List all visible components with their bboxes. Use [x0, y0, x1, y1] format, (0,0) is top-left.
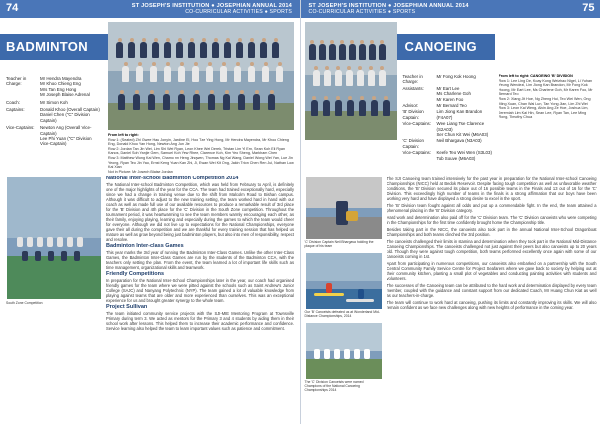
project-heading: Project Sullivan: [106, 304, 148, 310]
info-row: Vice-Captains: Newton Ang (Overall Vice-Captain) Lee Phi Yuan ("C" Division Vice-Captain): [6, 125, 92, 147]
left-top-bar: [0, 0, 300, 18]
article-paragraph: The National Inter-school Badminton Competition, which was held from February to April, is definitely one of the major highlights of the year for the CCA. The team had trained exceptionally hard, especially since we had a change in training venue due to the shift from Malcolm Road to Bishan campus. Although it was difficult to adjust to the new training setting, the team worked hard in hand with our coach as well as made full use of our available resources to produce a remarkable result of 3rd place for the 'B' Division and 4th place for the 'C' Division in the South Zone competition. Throughout the tournament period, it was heartwarming to see the team members warmly encouraging each other, as their family, enjoying playing, learning and especially during the games to which the team would cheer for everyone. Although we did not live up to expectations for the National Championships, everyone gave their all during the competition and we are thankful for every training session that has helped us mature as well as grow beyond being just badminton players, but also into men of responsibility, respect and resolve.: [106, 182, 294, 242]
right-top-bar: [301, 0, 600, 18]
info-row: Assistants: Mr Eart Lee Ms Charlene Goh Mr Karen Foo: [402, 85, 471, 102]
info-row: 'B' Division Captain: Lim Jiong Kan Brandon (F4A07): [402, 109, 483, 120]
canoeing-article: [387, 176, 597, 420]
right-page-number: 75: [582, 2, 595, 14]
interclass-heading: Badminton Inter-class Games: [106, 243, 184, 249]
info-row: 'C' Division Captain: Neil Bhargava (N3A03): [402, 138, 482, 149]
project-paragraph: The team initiated community service projects with the SJI-MIE Mentoring Program at Townsville Primary during term 3. We acted as mentors for the Primary 3 and 4 students by aiding them in their school work after lessons. This helped them to increase their academic performance and confidence. Service learning also helped the team to learn important values such as patience and commitment.: [106, 311, 294, 331]
article-paragraph: The SJI Canoeing team trained intensively for the past year in preparation for the National Inter-school Canoeing Championships (NICC) held at Bedok Reservoir. Despite facing tough competition as well as unfavorable weather conditions, the 'B' Division secured its place out of 16 possible teams in the Finals and 13 out of 16 for the 'C' Division. This exceedingly high number of teams in the finals is a strong affirmation that our boys have been working very hard and have displayed a strong desire to excel in the sport.: [386, 176, 597, 201]
captain-plaque-caption: 'C' Division Captain Neil Bhargava holding the plaque of his team: [304, 240, 374, 249]
article-paragraph: The successes of the Canoeing team can be attributed to the hard work and determination displayed by every team member, coupled with the guidance and constant support from our dedicated Coach, Mr Huang Chun Kiat as well as our teachers-in-charge.: [386, 283, 597, 298]
left-page-number: 74: [6, 2, 19, 14]
friendly-heading: Friendly Competitions: [106, 271, 165, 277]
right-running-header: [309, 3, 469, 15]
info-row: Vice-Captains: Wee Liang Tse Clarence (S2A03) Ser Chun Kit Wei (M6A03): [402, 121, 489, 138]
left-header-school: ST JOSEPH'S INSTITUTION ● JOSEPHIAN ANNUAL 2014: [131, 3, 292, 9]
captain-plaque-photo: [305, 176, 383, 240]
badminton-photo-caption: From left to right: Row 1: (Seated) Zhi Gwee Hau Jonyin, Jardine Ei, Hoo Tze Ying Hong, Mr Hendra Mayendra, Mr Khoo Chieng Eng, Donald Khoo Yan Hong, Newton Ang Jun Jie Row 2: Jordan Tan Jin Wei, Lim Shi Wei Ryan, Leon Khee Wei Derek, Tristan Lim Yi Ern, Sean Koh Eli Ryan Kanos, Daniel Soh Yanjie Gem, Samuel Koh Yew Rhee, Clarence Koh, Kim Yeo Sheng, Markham Chen Row 3: Matthew Wong Kai Wen, Chamo nn Heng Jinqwen, Thomas Ng Kai Wang, Daniel Wong Wei Yan, Lue Jin Yeong, Ryan Teo Jin Yao, Ernst Keng Yuan Kan Zhi, Ji, Ewan Wei Kit Ong, Jakin Trion Chen Ren Jui, Nathan Low Kai Xian Not in Picture: Mr Joseph Blaise Jordan: [108, 133, 294, 173]
info-row: Vice-Captains: Keefe Teo Wei Wen (S3L03) Tob Souve (M6A03): [402, 150, 492, 161]
info-row: Captains: Donald Khoo (Overall Captain) Daniel Chen ("C" Division Captain): [6, 107, 100, 123]
south-zone-photo: [6, 176, 102, 300]
info-row: Coach: Mr Simon Koh: [6, 99, 68, 105]
left-header-section: CO-CURRICULAR ACTIVITIES ● SPORTS: [185, 9, 292, 15]
info-row: Teacher in Charge: Mr Hendra Mayendra Mr Khoo Chieng Eng Mrs Tan Eng Hong Mr Joseph Blaise Adrenal: [6, 76, 90, 98]
badminton-team-photo: [108, 22, 294, 130]
badminton-article: [106, 176, 294, 420]
right-header-section: CO-CURRICULAR ACTIVITIES ● SPORTS: [308, 9, 416, 15]
badminton-info: [6, 76, 102, 147]
south-zone-caption: South Zone Competition: [6, 301, 43, 305]
badminton-title: BADMINTON: [0, 34, 110, 60]
article-paragraph: The 'B' Division team fought against all odds and put up a commendable fight. In the end, the team attained a phenomenal placing in the 'B' Division category.: [386, 203, 597, 213]
right-page: [301, 0, 600, 424]
champions-photo: [305, 322, 383, 380]
info-row: Teacher in Charge: Mr Fong Kok Hoong: [402, 74, 476, 85]
mid-distance-photo: [305, 252, 383, 310]
left-running-header: [132, 3, 292, 15]
article-paragraph: The canoeists challenged their limits in stamina and determination when they took part in the National Mid-Distance Canoeing Championships. The canoeists challenged not just against their peers but also canoeists up to 20 years old. Though they were against tough competition, both teams performed excellently once again with some of our canoeists coming in 1st.: [386, 239, 597, 259]
article-paragraph: Apart from participating in numerous competitions, our canoeists also embarked on a partnership with the South Central Community Family Service Centre for Project Seafarers where we gave back to society by helping out at their community kitchen, planting a small plot of vegetables and conducting painting activities with students and volunteers.: [386, 261, 597, 281]
friendly-paragraph: In preparation for the National Inter-School Championships later in the year, our coach had organised friendly games for the team where we were pitted against the schools such as Saint Andrew's Junior College (SAJC) and Nanyang Polytechnic (NYP). The team gained a lot of valuable knowledge from playing against teams that are older and more experienced than ourselves. This was an exceptional experience for us and brought greater synergy to the whole team.: [106, 278, 294, 303]
article-heading: National Inter-school Badminton Competition 2014: [106, 176, 239, 181]
article-paragraph: Hard work and determination also paid off for the 'C' Division team. The 'C' Division canoeists who were competing in the Championships for the first time confidently brought home the Championship title.: [386, 215, 597, 225]
canoeing-team-photo: [305, 22, 397, 140]
info-row: Advisor: Mr Bernard Teo: [402, 103, 467, 109]
article-paragraph: The team will continue to work hard at canoeing, pushing its limits and constantly improving its skills. We will also remain confident as we face new challenges along with new heights of performance in the coming year.: [386, 300, 597, 310]
article-paragraph: Besides taking part in the NICC, the canoeists also took part in the annual National Inter-School Dragonboat Championships and both teams clinched the 3rd position.: [386, 227, 597, 237]
interclass-paragraph: This year marks the 3rd year of running the Badminton Inter-Class Games. Unlike the other Inter-Class Games, the Badminton Inter-Class Games are run by the students of the Badminton CCA, with the teachers only setting the plan. From the event, the team learned a lot of important life skills such as time management, organizational skills and teamwork.: [106, 250, 294, 270]
canoeing-info: [403, 74, 495, 161]
mid-distance-caption: Our 'B' Canoeists defeated us at Wonderland Mid-Distance Championships, 2014: [304, 310, 380, 319]
canoeing-title: CANOEING: [397, 34, 495, 60]
canoeing-photo-caption: From left to right: CANOEING 'B' DIVISION Row 1: Lee Ling De, Koay Kong Weizhao Nigel, Li Yuhan Yeung Wendezi, Lim Jiong Kan Brandon, Mr Fong Kok Hoong, Mr Eart Lee, Ms Charlene Goh, Mr Karen Foo, Mr Bernard Teo Row 2: Xiang Jit Hoe, Ng Zheng Hui, Teo Wei Wen, Ong Ming Xuan, Chan Wai Lun, Tan Yong Jian, Lim Zhi Wei Row 3: Leon Kai Weng, Alvin Ang Ze Hoe, Joshua Lim, Jeremiah Lim Kai Hin, Sean Lee, Ryan Tan, Lee Ming Rong, Timothy Chua: [498, 74, 593, 120]
right-header-school: ST JOSEPH'S INSTITUTION ● JOSEPHIAN ANNUAL 2014: [308, 3, 469, 9]
champions-caption: The 'C' Division Canoeists were named Champions of the National Canoeing Championships 2014: [304, 380, 364, 393]
